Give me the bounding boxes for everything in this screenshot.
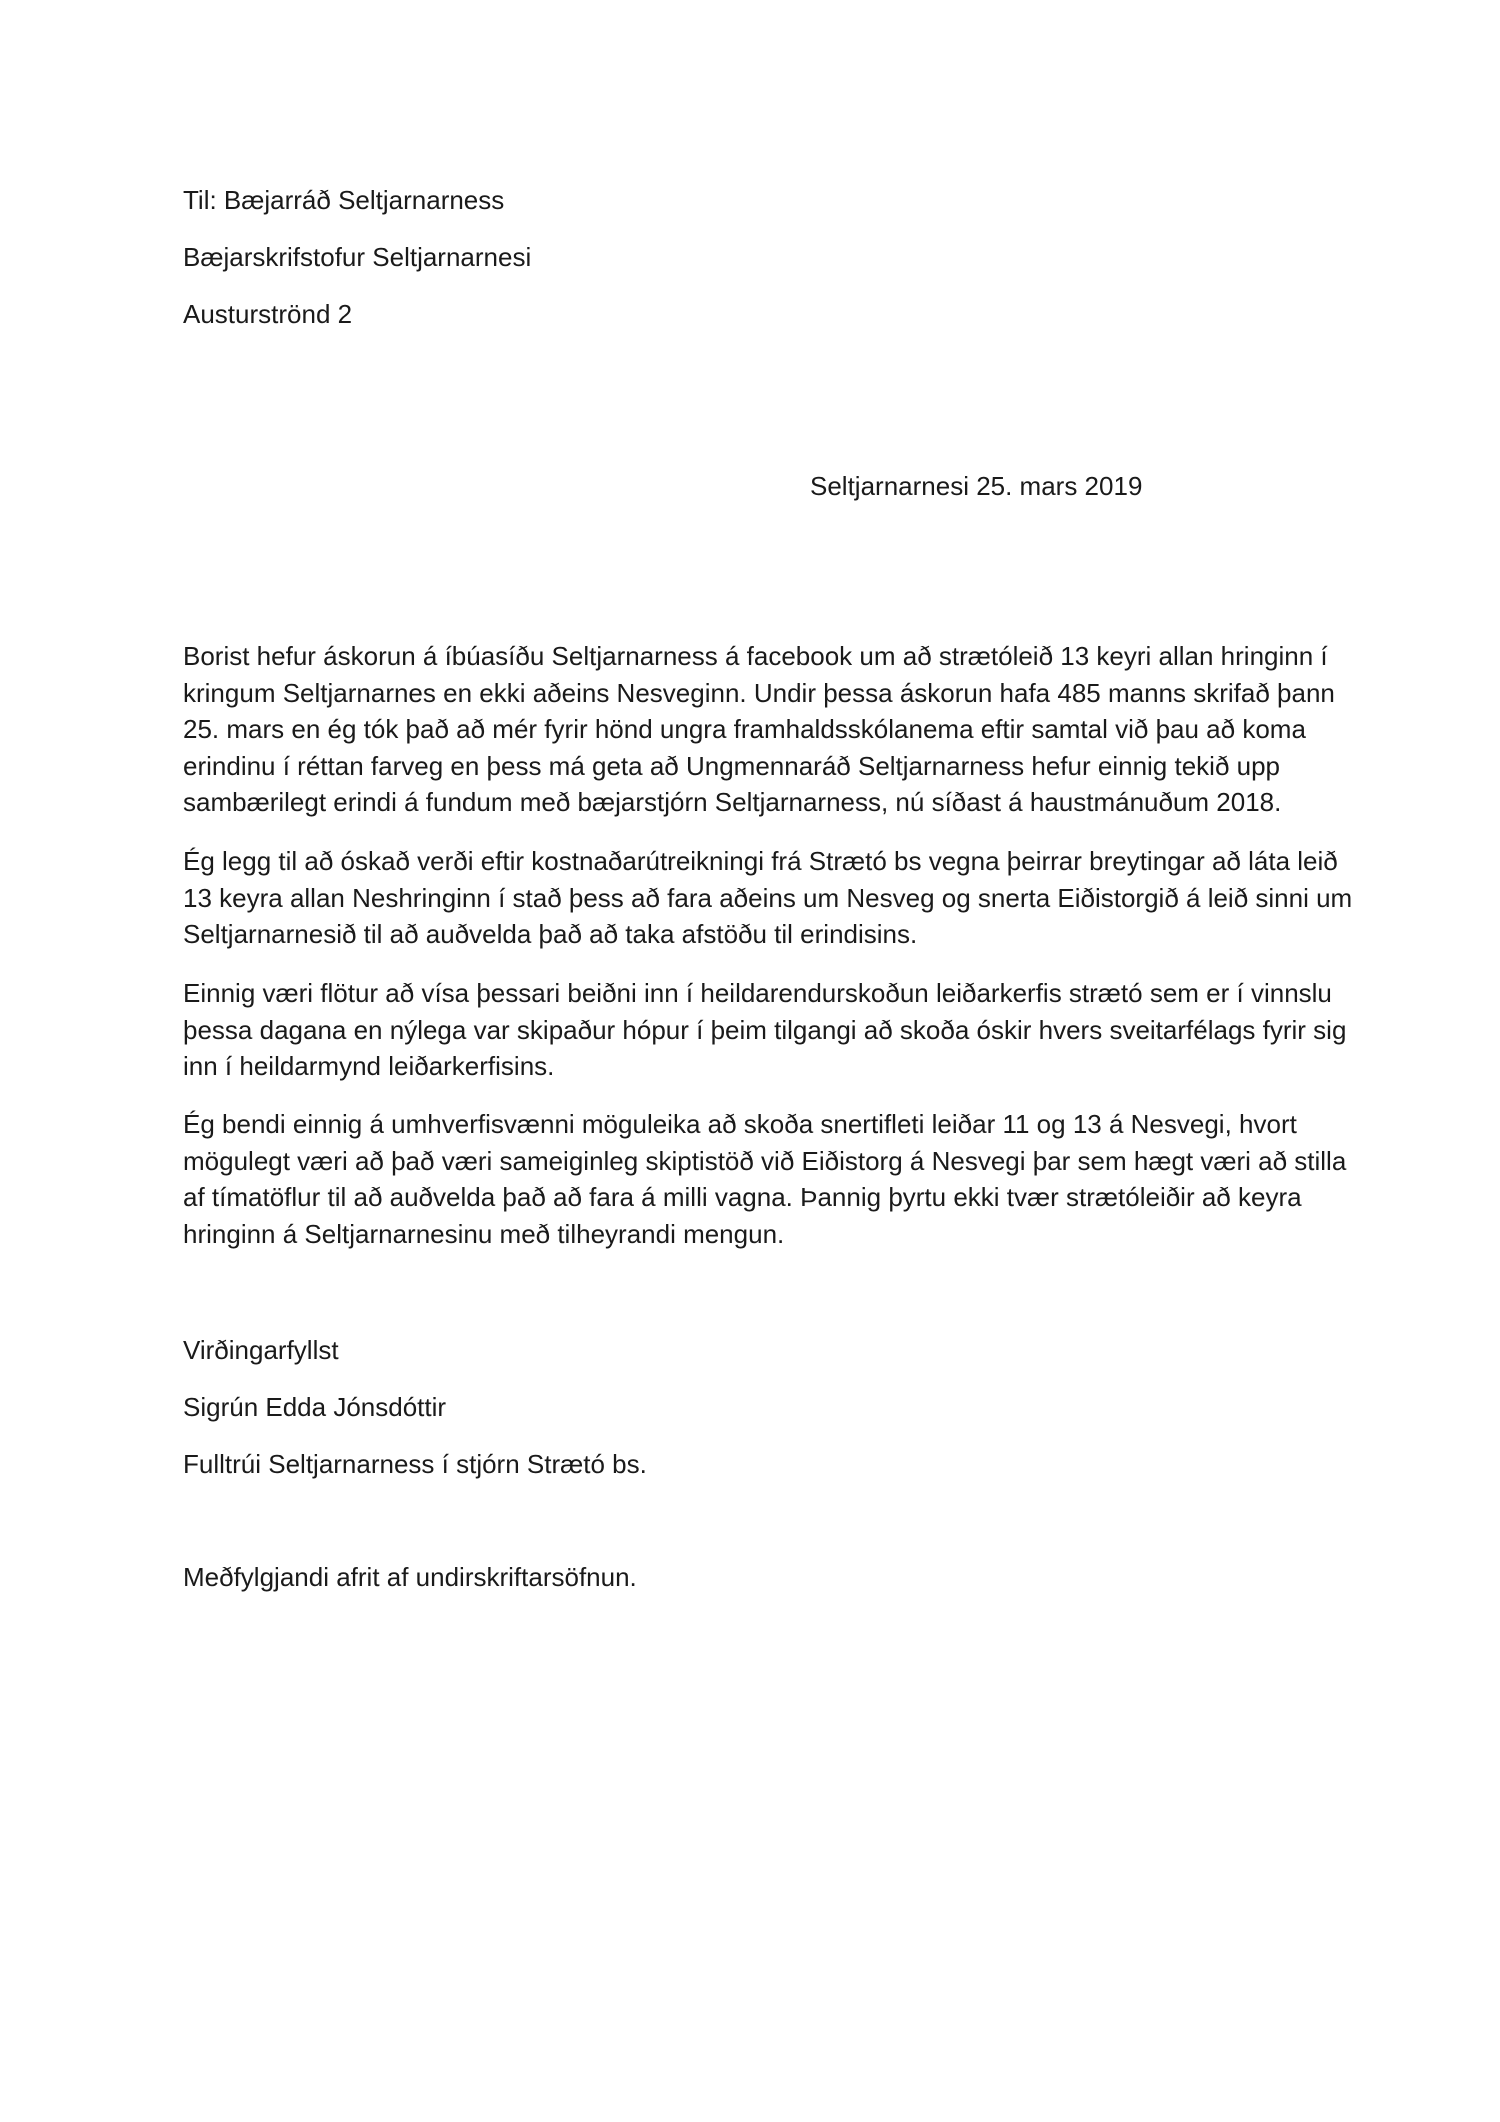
body-paragraph-2: Ég legg til að óskað verði eftir kostnaðarútreikningi frá Strætó bs vegna þeirrar breytingar að láta leið 13 keyra allan Neshringinn í stað þess að fara aðeins um Nesveg og snerta Eiðistorgið á leið sinni um Seltjarnarnesið til að auðvelda það að taka afstöðu til erindisins. — [183, 846, 1353, 949]
closing-salutation: Virðingarfyllst — [183, 1335, 339, 1365]
recipient-line-3: Austurströnd 2 — [183, 299, 353, 329]
date-line: Seltjarnarnesi 25. mars 2019 — [810, 471, 1143, 501]
body-paragraph-1: Borist hefur áskorun á íbúasíðu Seltjarnarness á facebook um að strætóleið 13 keyri allan hringinn í kringum Seltjarnarnes en ekki aðeins Nesveginn. Undir þessa áskorun hafa 485 manns skrifað þann 25. mars en ég tók það að mér fyrir hönd ungra framhaldsskólanema eftir samtal við þau að koma erindinu í réttan farveg en þess má geta að Ungmennaráð Seltjarnarness hefur einnig tekið upp sambærilegt erindi á fundum með bæjarstjórn Seltjarnarness, nú síðast á haustmánuðum 2018. — [183, 641, 1335, 817]
recipient-line-2: Bæjarskrifstofur Seltjarnarnesi — [183, 242, 532, 272]
signatory-title: Fulltrúi Seltjarnarness í stjórn Strætó bs. — [183, 1449, 647, 1479]
body-paragraph-3: Einnig væri flötur að vísa þessari beiðni inn í heildarendurskoðun leiðarkerfis strætó sem er í vinnslu þessa dagana en nýlega var skipaður hópur í þeim tilgangi að skoða óskir hvers sveitarfélags fyrir sig inn í heildarmynd leiðarkerfisins. — [183, 978, 1347, 1081]
body-paragraph-4: Ég bendi einnig á umhverfisvænni möguleika að skoða snertifleti leiðar 11 og 13 á Nesvegi, hvort mögulegt væri að það væri sameiginleg skiptistöð við Eiðistorg á Nesvegi þar sem hægt væri að stilla af tímatöflur til að auðvelda það að fara á milli vagna. Þannig þyrtu ekki tvær strætóleiðir að keyra hringinn á Seltjarnarnesinu með tilheyrandi mengun. — [183, 1109, 1347, 1249]
recipient-line-1: Til: Bæjarráð Seltjarnarness — [183, 185, 505, 215]
attachment-note: Meðfylgjandi afrit af undirskriftarsöfnun. — [183, 1562, 637, 1592]
signatory-name: Sigrún Edda Jónsdóttir — [183, 1392, 447, 1422]
